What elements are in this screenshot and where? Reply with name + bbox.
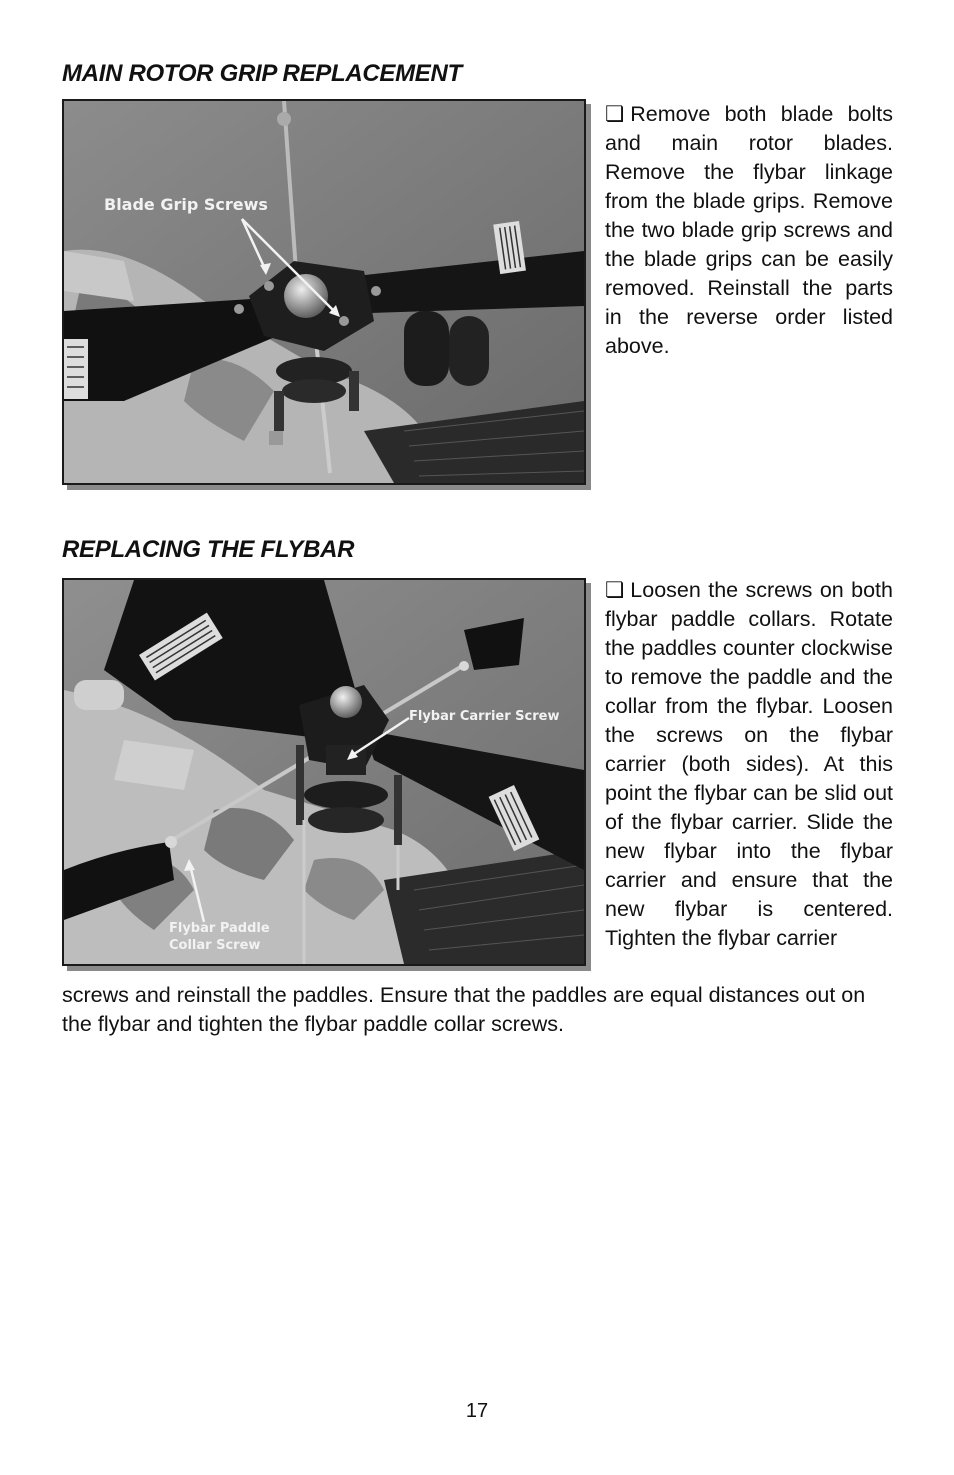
section-heading-main-rotor-grip: MAIN ROTOR GRIP REPLACEMENT bbox=[62, 60, 462, 87]
photo-label-blade-grip-screws: Blade Grip Screws bbox=[104, 195, 268, 214]
section-heading-replacing-flybar: REPLACING THE FLYBAR bbox=[62, 536, 355, 563]
photo-replacing-flybar bbox=[62, 578, 586, 966]
checkbox-icon: ❏ bbox=[605, 578, 625, 602]
photo-label-flybar-carrier-screw: Flybar Carrier Screw bbox=[409, 709, 560, 724]
checkbox-icon: ❏ bbox=[605, 102, 625, 126]
instruction-replacing-flybar-continued: screws and reinstall the paddles. Ensure that the paddles are equal distances out on the flybar and tighten the flybar paddle collar screws. bbox=[62, 983, 866, 1036]
instruction-replacing-flybar-side: ❏ Loosen the screws on both flybar paddle collars. Rotate the paddles counter clockwise to remove the paddle and the collar from the flybar. Loosen the screws on the flybar carrier (both sides). At this point the flybar can be slid out of the flybar carrier. Slide the new flybar into the flybar carrier and ensure that the new flybar is centered. Tighten the flybar carrier bbox=[605, 578, 893, 950]
photo-label-flybar-paddle: Flybar Paddle bbox=[169, 921, 270, 936]
page-number: 17 bbox=[465, 1400, 489, 1422]
photo-main-rotor-grip bbox=[62, 99, 586, 485]
photo-label-collar-screw: Collar Screw bbox=[169, 938, 261, 953]
instruction-main-rotor-grip: ❏ Remove both blade bolts and main rotor blades. Remove the flybar linkage from the blade grips. Remove the two blade grip screws and the blade grips can be easily removed. Reinstall the parts in the reverse order listed above. bbox=[605, 102, 893, 358]
